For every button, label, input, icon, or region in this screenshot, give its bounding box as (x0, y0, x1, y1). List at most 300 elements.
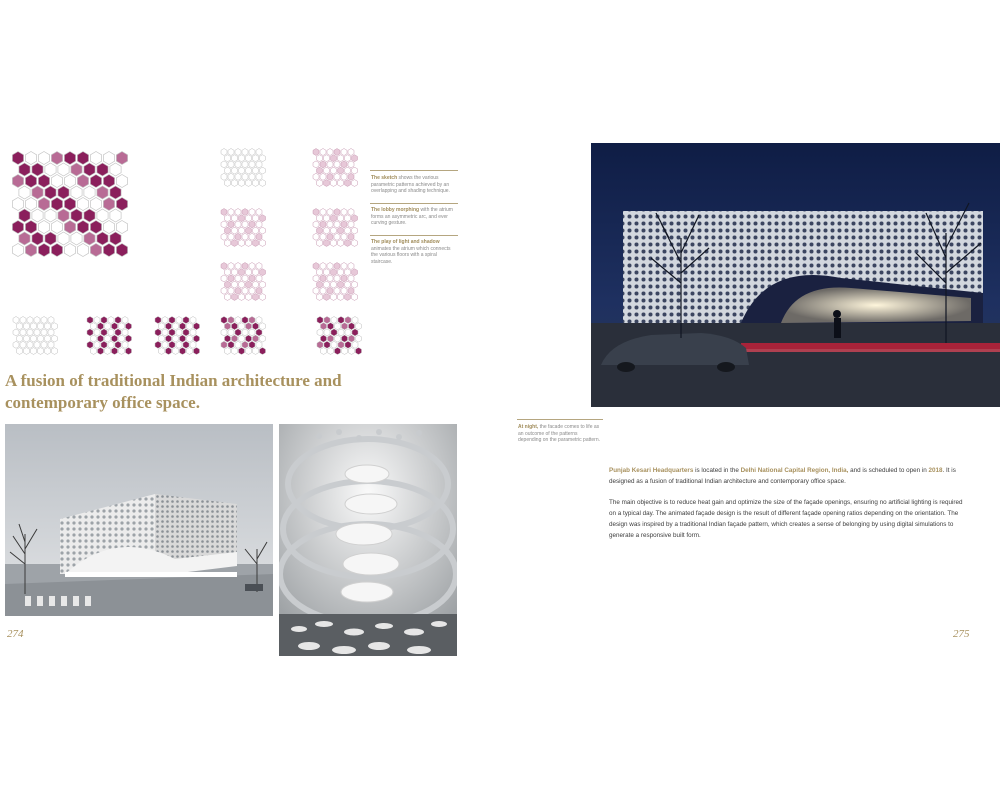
hexagon-cell (246, 155, 252, 162)
hexagon-cell (253, 269, 259, 276)
hexagon-cell (352, 269, 358, 276)
hexagon-cell (103, 221, 114, 234)
hexagon-cell (328, 335, 334, 342)
hexagon-cell (317, 294, 323, 301)
hexagon-cell (228, 341, 234, 348)
hexagon-cell (246, 227, 252, 234)
hexagon-cell (253, 180, 259, 187)
hexagon-cell (242, 263, 248, 270)
hexagon-cell (159, 348, 165, 355)
hexagon-cell (235, 329, 241, 336)
hexagon-cell (32, 232, 43, 245)
hexagon-cell (345, 269, 351, 276)
hexagon-cell (348, 287, 354, 294)
hexagon-cell (320, 263, 326, 270)
night-facade-photo (591, 143, 1000, 407)
hexagon-cell (116, 152, 127, 165)
hexagon-cell (341, 263, 347, 270)
hexagon-cell (221, 317, 227, 324)
hexagon-cell (48, 329, 54, 336)
hexagon-cell (162, 329, 168, 336)
hexagon-cell (334, 275, 340, 282)
hexagon-cell (98, 348, 104, 355)
hexagon-cell (327, 173, 333, 180)
hexagon-cell (313, 173, 319, 180)
hexagon-cell (232, 269, 238, 276)
caption-rule (370, 235, 458, 236)
hexagon-cell (249, 341, 255, 348)
hexagon-cell (260, 167, 266, 174)
hexagon-cell (349, 335, 355, 342)
hexagon-cell (246, 281, 252, 288)
hexagon-cell (19, 209, 30, 222)
atrium-spiral-staircase-photo (279, 424, 457, 656)
hexagon-cell (77, 221, 88, 234)
hexagon-cell (328, 348, 334, 355)
hexagon-cell (352, 240, 358, 247)
hexagon-cell (256, 149, 262, 156)
hexagon-cell (324, 227, 330, 234)
hexagon-cell (328, 323, 334, 330)
hexagon-cell (221, 263, 227, 270)
hexagon-cell (155, 329, 161, 336)
hexagon-cell (249, 317, 255, 324)
hexagon-cell (97, 163, 108, 176)
hexagon-cell (34, 341, 40, 348)
hexagon-cell (260, 269, 266, 276)
hexagon-cell (84, 232, 95, 245)
hexagon-cell (25, 198, 36, 211)
hexagon-cell (256, 209, 262, 216)
hexagon-cell (64, 152, 75, 165)
hexagon-cell (260, 335, 266, 342)
hexagon-cell (105, 348, 111, 355)
hexagon-cell (352, 341, 358, 348)
hexagon-cell (38, 198, 49, 211)
hexagon-cell (260, 323, 266, 330)
hexagon-cell (27, 317, 33, 324)
hexagon-cell (345, 215, 351, 222)
hexagon-cell (228, 317, 234, 324)
hexagon-cell (187, 335, 193, 342)
hexagon-cell (341, 161, 347, 168)
hexagon-cell (64, 244, 75, 257)
hexagon-cell (38, 152, 49, 165)
hexagon-cell (180, 323, 186, 330)
hexagon-cell (225, 335, 231, 342)
hexagon-cell (331, 317, 337, 324)
hexagon-cell (256, 173, 262, 180)
hexagon-cell (58, 209, 69, 222)
hexagon-cell (51, 244, 62, 257)
hexagon-pattern-sketches (0, 140, 370, 365)
hexagon-cell (45, 348, 51, 355)
hexagon-cell (103, 244, 114, 257)
hexagon-cell (91, 323, 97, 330)
hexagon-cell (338, 155, 344, 162)
hexagon-cell (12, 175, 23, 188)
hexagon-cell (12, 244, 23, 257)
hexagon-cell (98, 323, 104, 330)
hexagon-cell (112, 348, 118, 355)
hexagon-cell (242, 341, 248, 348)
hexagon-cell (110, 163, 121, 176)
hexagon-cell (320, 221, 326, 228)
hexagon-cell (41, 329, 47, 336)
hexagon-cell (246, 294, 252, 301)
hexagon-cell (32, 186, 43, 199)
hexagon-cell (256, 233, 262, 240)
hexagon-cell (190, 317, 196, 324)
hexagon-cell (338, 329, 344, 336)
hexagon-cell (253, 240, 259, 247)
hexagon-cell (348, 263, 354, 270)
hexagon-cell (320, 287, 326, 294)
hexagon-cell (31, 348, 37, 355)
hexagon-cell (180, 335, 186, 342)
hexagon-cell (17, 348, 23, 355)
hexagon-cell (331, 329, 337, 336)
hexagon-cell (232, 180, 238, 187)
hexagon-cell (331, 180, 337, 187)
hexagon-cell (260, 227, 266, 234)
hexagon-cell (225, 155, 231, 162)
hexagon-cell (187, 323, 193, 330)
hexagon-cell (122, 341, 128, 348)
hexagon-cell (341, 173, 347, 180)
hexagon-cell (256, 287, 262, 294)
hexagon-cell (352, 155, 358, 162)
hexagon-cell (334, 233, 340, 240)
hexagon-cell (338, 180, 344, 187)
hexagon-cell (232, 281, 238, 288)
hexagon-cell (221, 209, 227, 216)
hexagon-cell (317, 215, 323, 222)
hexagon-cell (94, 329, 100, 336)
hexagon-cell (239, 281, 245, 288)
hexagon-cell (239, 227, 245, 234)
hexagon-cell (225, 215, 231, 222)
hexagon-cell (166, 323, 172, 330)
hexagon-cell (249, 221, 255, 228)
hexagon-cell (242, 149, 248, 156)
hexagon-cell (110, 209, 121, 222)
hexagon-cell (327, 161, 333, 168)
hexagon-cell (253, 215, 259, 222)
hexagon-cell (334, 161, 340, 168)
hexagon-cell (77, 175, 88, 188)
hexagon-cell (331, 227, 337, 234)
hexagon-cell (338, 317, 344, 324)
hexagon-cell (317, 155, 323, 162)
hexagon-cell (253, 348, 259, 355)
hexagon-cell (321, 348, 327, 355)
hexagon-cell (24, 323, 30, 330)
hexagon-cell (116, 221, 127, 234)
hexagon-cell (335, 348, 341, 355)
hexagon-cell (176, 341, 182, 348)
hexagon-cell (320, 233, 326, 240)
hexagon-cell (235, 287, 241, 294)
hexagon-cell (228, 173, 234, 180)
hexagon-cell (228, 233, 234, 240)
hexagon-cell (97, 186, 108, 199)
night-caption: At night, the facade comes to life as an outcome of the patterns depending on the parametric pattern. (518, 424, 600, 443)
hexagon-cell (232, 155, 238, 162)
hexagon-cell (334, 209, 340, 216)
hexagon-cell (221, 341, 227, 348)
hexagon-cell (239, 180, 245, 187)
hexagon-cell (345, 167, 351, 174)
hexagon-cell (19, 186, 30, 199)
hexagon-cell (105, 335, 111, 342)
hexagon-cell (331, 167, 337, 174)
hexagon-cell (235, 341, 241, 348)
hexagon-cell (45, 186, 56, 199)
hexagon-cell (320, 209, 326, 216)
hexagon-cell (115, 329, 121, 336)
hexagon-cell (324, 167, 330, 174)
hexagon-cell (324, 294, 330, 301)
hexagon-cell (338, 341, 344, 348)
hexagon-cell (115, 341, 121, 348)
day-exterior-render (5, 424, 273, 616)
hexagon-cell (349, 323, 355, 330)
hexagon-cell (232, 335, 238, 342)
hexagon-cell (48, 341, 54, 348)
hexagon-cell (256, 329, 262, 336)
hexagon-cell (20, 329, 26, 336)
hexagon-cell (242, 329, 248, 336)
hexagon-cell (317, 281, 323, 288)
hexagon-cell (249, 287, 255, 294)
hexagon-cell (313, 209, 319, 216)
hexagon-cell (87, 317, 93, 324)
hexagon-cell (25, 221, 36, 234)
hexagon-cell (101, 329, 107, 336)
hexagon-cell (317, 341, 323, 348)
hexagon-cell (317, 269, 323, 276)
hexagon-cell (122, 329, 128, 336)
hexagon-cell (84, 186, 95, 199)
hexagon-cell (103, 175, 114, 188)
hexagon-cell (166, 335, 172, 342)
hexagon-cell (320, 173, 326, 180)
hexagon-cell (64, 175, 75, 188)
hexagon-cell (239, 335, 245, 342)
hexagon-cell (183, 341, 189, 348)
hexagon-cell (338, 215, 344, 222)
hexagon-cell (112, 323, 118, 330)
hexagon-cell (321, 335, 327, 342)
hexagon-cell (253, 281, 259, 288)
hexagon-cell (352, 281, 358, 288)
hexagon-cell (228, 329, 234, 336)
hexagon-cell (345, 281, 351, 288)
hexagon-cell (58, 163, 69, 176)
hexagon-cell (110, 232, 121, 245)
hexagon-cell (38, 221, 49, 234)
hexagon-cell (341, 287, 347, 294)
hexagon-cell (12, 198, 23, 211)
hexagon-cell (338, 227, 344, 234)
hexagon-cell (24, 348, 30, 355)
hexagon-cell (335, 335, 341, 342)
hexagon-cell (256, 263, 262, 270)
hexagon-cell (24, 335, 30, 342)
hexagon-cell (235, 317, 241, 324)
hexagon-cell (242, 287, 248, 294)
hexagon-cell (173, 323, 179, 330)
hexagon-cell (225, 227, 231, 234)
hexagon-cell (13, 329, 19, 336)
hexagon-cell (38, 335, 44, 342)
hexagon-cell (345, 317, 351, 324)
hexagon-cell (77, 198, 88, 211)
hexagon-cell (190, 341, 196, 348)
hexagon-cell (235, 209, 241, 216)
hexagon-cell (225, 240, 231, 247)
body-paragraph-1: Punjab Kesari Headquarters is located in the Delhi National Capital Region, India, and is scheduled to open in 2018. It is designed as a fusion of traditional Indian architecture and contemporary office space. (609, 467, 956, 485)
hexagon-cell (246, 269, 252, 276)
hexagon-cell (239, 348, 245, 355)
hexagon-cell (228, 221, 234, 228)
hexagon-cell (342, 348, 348, 355)
hexagon-cell (20, 317, 26, 324)
hexagon-cell (331, 294, 337, 301)
hexagon-cell (221, 173, 227, 180)
hexagon-cell (90, 244, 101, 257)
hexagon-cell (324, 317, 330, 324)
hexagon-cell (338, 294, 344, 301)
hexagon-cell (349, 348, 355, 355)
hexagon-cell (320, 161, 326, 168)
hexagon-cell (246, 323, 252, 330)
hexagon-cell (331, 281, 337, 288)
hexagon-cell (97, 232, 108, 245)
hexagon-cell (327, 287, 333, 294)
hexagon-cell (119, 348, 125, 355)
hexagon-cell (119, 323, 125, 330)
hexagon-cell (331, 215, 337, 222)
hexagon-cell (159, 335, 165, 342)
hexagon-cell (260, 281, 266, 288)
hexagon-cell (256, 221, 262, 228)
hexagon-cell (324, 281, 330, 288)
hexagon-cell (126, 323, 132, 330)
hexagon-cell (13, 317, 19, 324)
hexagon-cell (126, 348, 132, 355)
hexagon-cell (246, 180, 252, 187)
hexagon-cell (122, 317, 128, 324)
body-paragraph-2: The main objective is to reduce heat gain and optimize the size of the façade openings, ensuring no artificial lighting is required on a typical day. The animated façade design is the result of different façade opening ratios depending on the orientation. The design was inspired by a traditional Indian façade pattern, which creates a sense of belonging by using digital simulations to generate a responsive built form. (609, 499, 963, 539)
hexagon-cell (71, 232, 82, 245)
hexagon-cell (41, 317, 47, 324)
hexagon-cell (190, 329, 196, 336)
hexagon-cell (235, 149, 241, 156)
hexagon-cell (239, 155, 245, 162)
hexagon-cell (324, 215, 330, 222)
hexagon-cell (12, 221, 23, 234)
hexagon-cell (260, 155, 266, 162)
hexagon-cell (87, 341, 93, 348)
hexagon-cell (87, 329, 93, 336)
hexagon-cell (342, 335, 348, 342)
hexagon-cell (232, 294, 238, 301)
hexagon-cell (338, 240, 344, 247)
sketch-caption-2: The lobby morphing with the atrium forms an asymmetric arc, and ever curving gesture. (371, 207, 453, 226)
hexagon-cell (31, 335, 37, 342)
hexagon-cell (317, 329, 323, 336)
hexagon-cell (242, 317, 248, 324)
hexagon-cell (324, 180, 330, 187)
hexagon-cell (249, 263, 255, 270)
hexagon-cell (352, 227, 358, 234)
hexagon-cell (155, 317, 161, 324)
hexagon-cell (242, 221, 248, 228)
hexagon-cell (345, 294, 351, 301)
hexagon-cell (51, 152, 62, 165)
hexagon-cell (108, 317, 114, 324)
hexagon-cell (253, 155, 259, 162)
hexagon-cell (256, 161, 262, 168)
hexagon-cell (116, 198, 127, 211)
hexagon-cell (103, 198, 114, 211)
hexagon-cell (356, 323, 362, 330)
hexagon-cell (334, 173, 340, 180)
hexagon-cell (253, 294, 259, 301)
hexagon-cell (225, 269, 231, 276)
hexagon-cell (228, 209, 234, 216)
hexagon-cell (221, 275, 227, 282)
hexagon-cell (169, 329, 175, 336)
hexagon-cell (334, 263, 340, 270)
hexagon-cell (345, 180, 351, 187)
hexagon-cell (246, 240, 252, 247)
hexagon-cell (345, 240, 351, 247)
hexagon-cell (34, 329, 40, 336)
hexagon-cell (48, 317, 54, 324)
hexagon-cell (253, 335, 259, 342)
hexagon-cell (249, 173, 255, 180)
hexagon-cell (313, 263, 319, 270)
hexagon-cell (19, 232, 30, 245)
hexagon-cell (71, 209, 82, 222)
hexagon-cell (338, 269, 344, 276)
hexagon-cell (253, 227, 259, 234)
hexagon-cell (183, 317, 189, 324)
hexagon-cell (97, 209, 108, 222)
hexagon-cell (313, 275, 319, 282)
hexagon-cell (176, 317, 182, 324)
hexagon-cell (116, 244, 127, 257)
hexagon-cell (341, 275, 347, 282)
hexagon-cell (341, 221, 347, 228)
hexagon-cell (341, 149, 347, 156)
hexagon-cell (338, 167, 344, 174)
hexagon-cell (324, 341, 330, 348)
hexagon-cell (94, 317, 100, 324)
hexagon-cell (235, 173, 241, 180)
hexagon-cell (239, 323, 245, 330)
hexagon-cell (221, 221, 227, 228)
hexagon-cell (101, 341, 107, 348)
hexagon-cell (52, 348, 58, 355)
hexagon-cell (348, 161, 354, 168)
hexagon-cell (51, 198, 62, 211)
hexagon-cell (98, 335, 104, 342)
caption-rule (517, 419, 603, 420)
